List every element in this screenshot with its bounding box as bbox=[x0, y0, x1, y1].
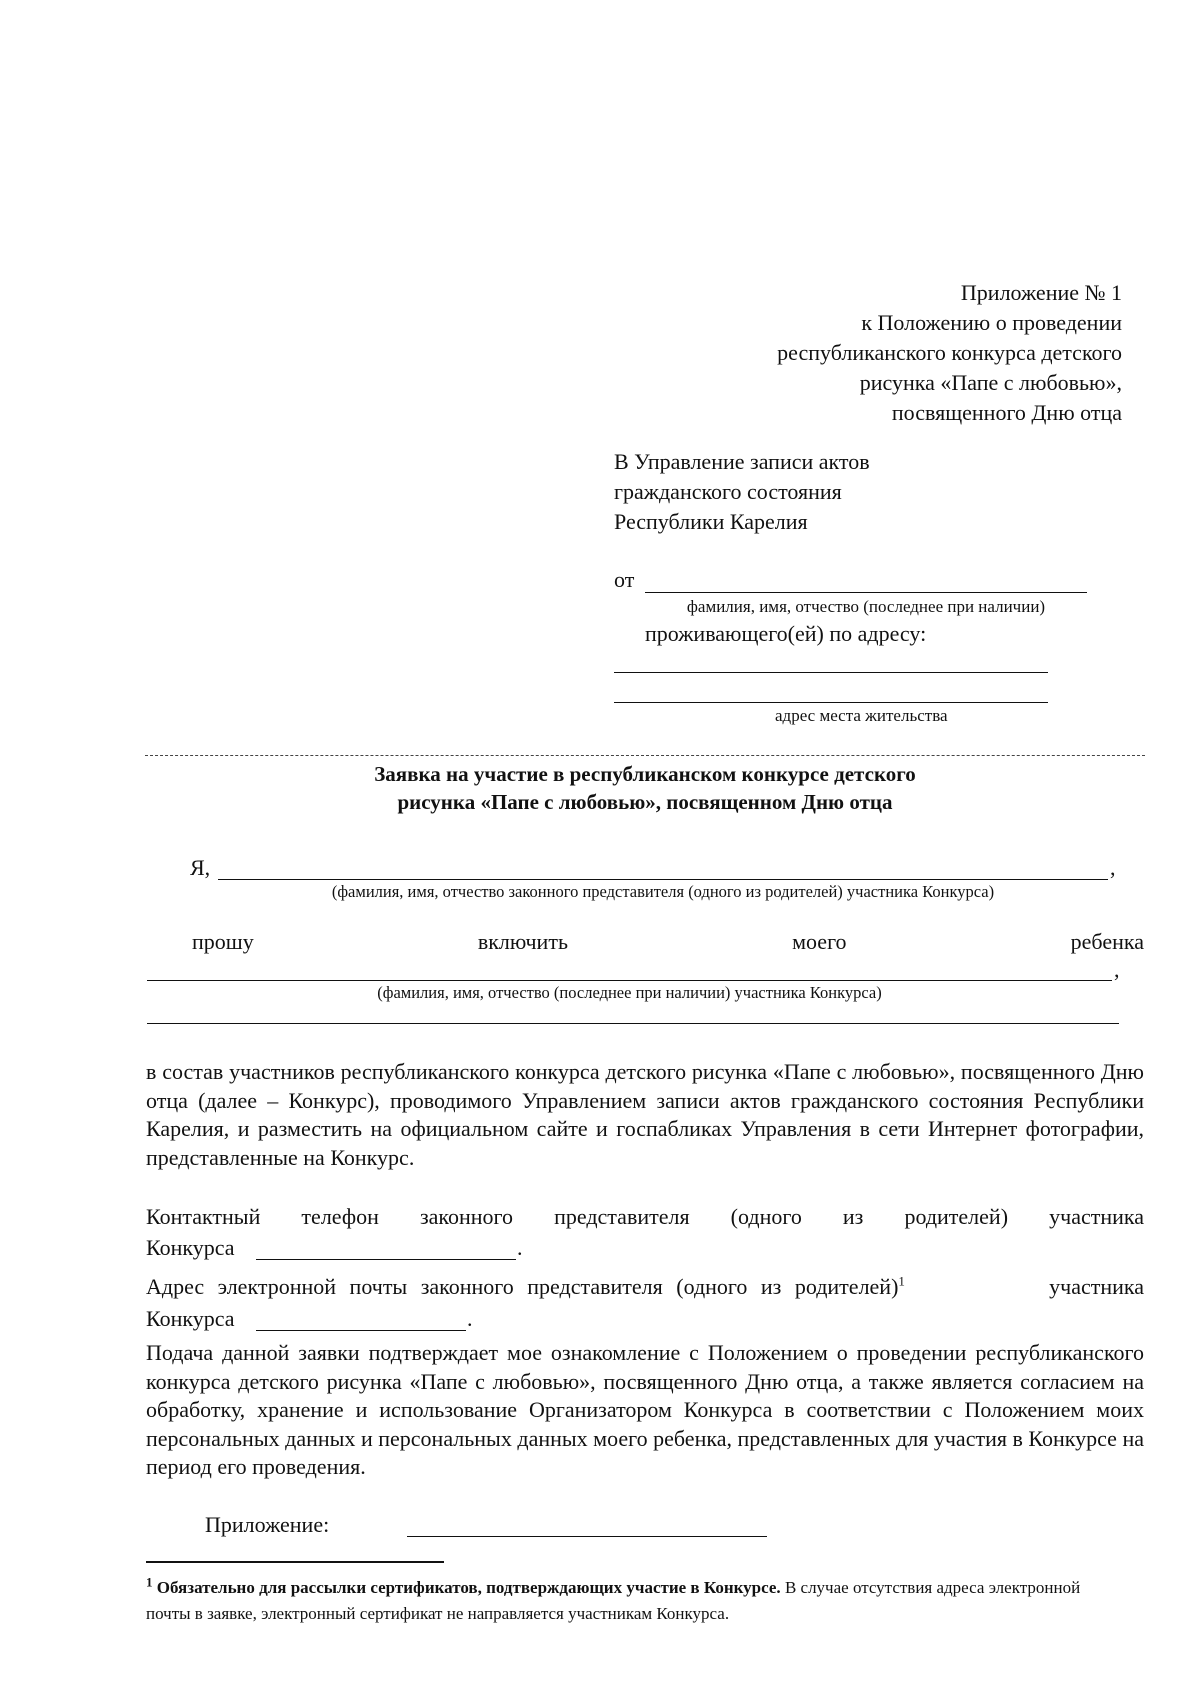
addressee-line-1: В Управление записи актов bbox=[614, 449, 870, 474]
phone-period: . bbox=[517, 1235, 523, 1260]
appendix-line-4: рисунка «Папе с любовью», bbox=[859, 370, 1122, 395]
email-label-part-2: участника bbox=[1049, 1274, 1144, 1299]
phone-label: Конкурса bbox=[146, 1235, 235, 1260]
appendix-line-2: к Положению о проведении bbox=[861, 310, 1122, 335]
section-divider bbox=[145, 755, 1145, 756]
appendix-line-1: Приложение № 1 bbox=[960, 280, 1122, 305]
child-comma: , bbox=[1114, 957, 1120, 982]
phone-line-1: Контактный телефон законного представителя (одного из родителей) участника bbox=[146, 1204, 1144, 1229]
address-field-1[interactable] bbox=[614, 672, 1048, 673]
consent-paragraph: в состав участников республиканского конкурса детского рисунка «Папе с любовью», посвященного Дню отца (далее – Конкурс), проводимого Управлением записи актов гражданского состояния Республики Карелия, и разместить на официальном сайте и госпабликах Управления в сети Интернет фотографии, представленные на Конкурс. bbox=[146, 1059, 1144, 1170]
attachment-field[interactable] bbox=[407, 1536, 767, 1537]
from-label: от bbox=[614, 567, 635, 592]
representative-hint: (фамилия, имя, отчество законного представителя (одного из родителей) участника Конкурса) bbox=[331, 882, 995, 901]
addressee-line-2: гражданского состояния bbox=[614, 479, 842, 504]
attachment-label: Приложение: bbox=[205, 1512, 330, 1537]
email-period: . bbox=[467, 1306, 473, 1331]
email-line-2 bbox=[146, 1304, 235, 1334]
addressee-line-3: Республики Карелия bbox=[614, 509, 808, 534]
email-field[interactable] bbox=[256, 1330, 466, 1331]
footnote-ref: 1 bbox=[898, 1273, 905, 1289]
appendix-line-5: посвященного Дню отца bbox=[891, 400, 1122, 425]
footnote-separator bbox=[146, 1561, 444, 1563]
phone-field[interactable] bbox=[256, 1259, 516, 1260]
representative-name-field[interactable] bbox=[218, 879, 1108, 880]
child-hint: (фамилия, имя, отчество (последнее при наличии) участника Конкурса) bbox=[377, 983, 882, 1002]
appendix-header bbox=[600, 278, 1122, 428]
i-label: Я, bbox=[190, 855, 211, 880]
email-label: Конкурса bbox=[146, 1306, 235, 1331]
address-hint: адрес места жительства bbox=[775, 706, 948, 725]
email-label-part-1: Адрес электронной почты законного представителя (одного из родителей)$^1$ bbox=[146, 1273, 905, 1299]
footnote bbox=[146, 1575, 1126, 1627]
footnote-text: В случае отсутствия адреса электронной почты в заявке, электронный сертификат не направляется участникам Конкурса. bbox=[146, 1578, 1081, 1623]
child-name-field[interactable] bbox=[147, 980, 1112, 981]
representative-comma: , bbox=[1110, 855, 1116, 880]
address-field-2[interactable] bbox=[614, 702, 1048, 703]
email-line-1 bbox=[146, 1272, 1144, 1302]
request-word-4: ребенка bbox=[1070, 929, 1144, 954]
sender-name-hint: фамилия, имя, отчество (последнее при наличии) bbox=[686, 597, 1046, 616]
request-word-1: прошу bbox=[192, 929, 254, 954]
phone-line-2 bbox=[146, 1233, 235, 1263]
request-row bbox=[192, 927, 1144, 957]
form-title-line-2: рисунка «Папе с любовью», посвященном Дню отца bbox=[397, 790, 893, 814]
addressee-block bbox=[614, 447, 1114, 537]
appendix-line-3: республиканского конкурса детского bbox=[777, 340, 1122, 365]
sender-name-field[interactable] bbox=[645, 592, 1087, 593]
request-word-2: включить bbox=[477, 929, 568, 954]
footnote-mark: 1 bbox=[146, 1574, 153, 1590]
form-title-line-1: Заявка на участие в республиканском конкурсе детского bbox=[374, 762, 916, 786]
form-title bbox=[145, 760, 1145, 816]
acknowledgement-paragraph: Подача данной заявки подтверждает мое ознакомление с Положением о проведении республиканского конкурса детского рисунка «Папе с любовью», посвященного Дню отца, а также является согласием на обработку, хранение и использование Организатором Конкурса в соответствии с Положением моих персональных данных и персональных данных моего ребенка, представленных для участия в Конкурсе на период его проведения. bbox=[146, 1340, 1144, 1479]
residing-label: проживающего(ей) по адресу: bbox=[645, 621, 927, 646]
request-word-3: моего bbox=[792, 929, 847, 954]
footnote-bold-text: Обязательно для рассылки сертификатов, подтверждающих участие в Конкурсе. bbox=[156, 1578, 781, 1597]
child-name-field-2[interactable] bbox=[147, 1023, 1119, 1024]
